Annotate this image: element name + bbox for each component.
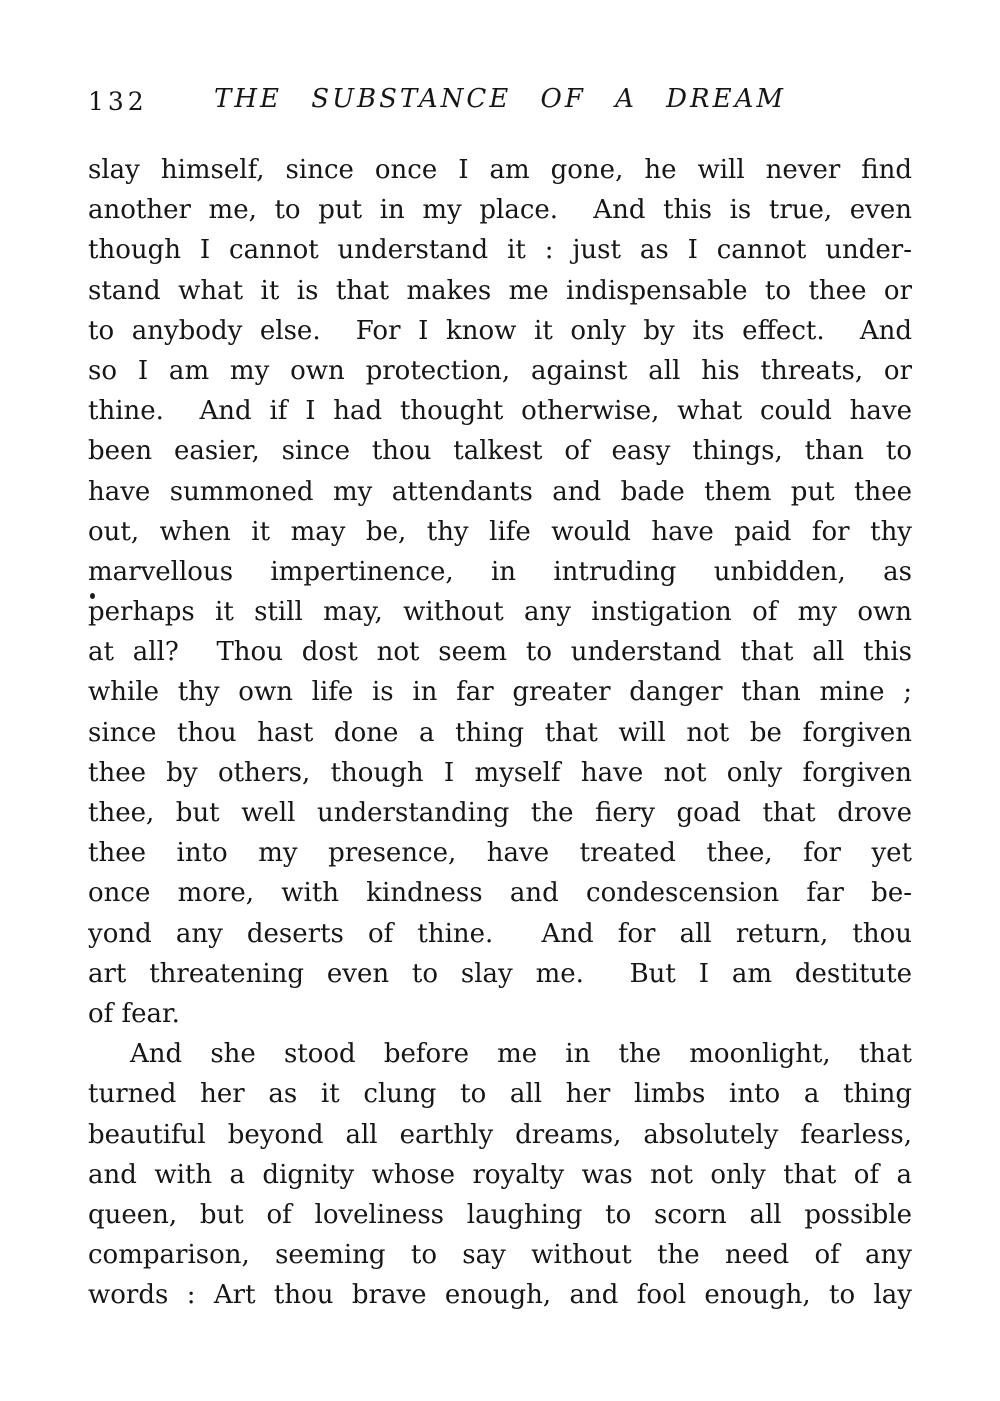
text-line: another me, to put in my place. And this is true, even [88,195,912,226]
text-line: yond any deserts of thine. And for all return, thou [88,918,912,949]
text-line: slay himself, since once I am gone, he will never find [88,155,912,185]
text-line: art threatening even to slay me. But I am destitute [88,958,912,989]
text-line: at all? Thou dost not seem to understand that all this [88,637,912,668]
text-line: queen, but of loveliness laughing to scorn all possible [88,1199,912,1230]
text-line: comparison, seeming to say without the need of any [88,1240,912,1271]
running-title: THE SUBSTANCE OF A DREAM [214,84,786,114]
text-line: words : Art thou brave enough, and fool enough, to lay [88,1280,912,1311]
text-line: have summoned my attendants and bade them put thee [88,476,912,507]
text-line: and with a dignity whose royalty was not only that of a [88,1159,912,1190]
text-line: marvellous impertinence, in intruding unbidden, as [88,556,912,587]
body-text [88,150,912,1315]
text-line: out, when it may be, thy life would have paid for thy [88,516,912,547]
text-line: And she stood before me in the moonlight, that [130,1039,912,1070]
text-line: to anybody else. For I know it only by its effect. And [88,315,912,346]
text-line: perhaps it still may, without any instigation of my own [88,597,912,628]
paragraph-2 [88,1034,912,1315]
text-line: of fear. [88,998,180,1029]
text-line: though I cannot understand it : just as I cannot under- [88,235,912,266]
text-line: been easier, since thou talkest of easy things, than to [88,436,912,467]
page-number: 132 [88,87,148,116]
text-line: stand what it is that makes me indispensable to thee or [88,275,912,306]
text-line: thee into my presence, have treated thee, for yet [88,838,912,869]
text-line: once more, with kindness and condescension far be- [88,878,912,909]
text-line: so I am my own protection, against all his threats, or [88,355,912,386]
text-line: thine. And if I had thought otherwise, what could have [88,396,912,427]
page-header [88,84,912,120]
text-line: beautiful beyond all earthly dreams, absolutely fearless, [88,1119,912,1150]
text-line: since thou hast done a thing that will not be forgiven [88,717,912,748]
text-line: thee by others, though I myself have not only forgiven [88,757,912,788]
paragraph-1 [88,150,912,1034]
text-line: thee, but well understanding the fiery goad that drove [88,798,912,828]
text-line: while thy own life is in far greater danger than mine ; [88,677,912,708]
text-line: turned her as it clung to all her limbs into a thing [88,1079,912,1110]
